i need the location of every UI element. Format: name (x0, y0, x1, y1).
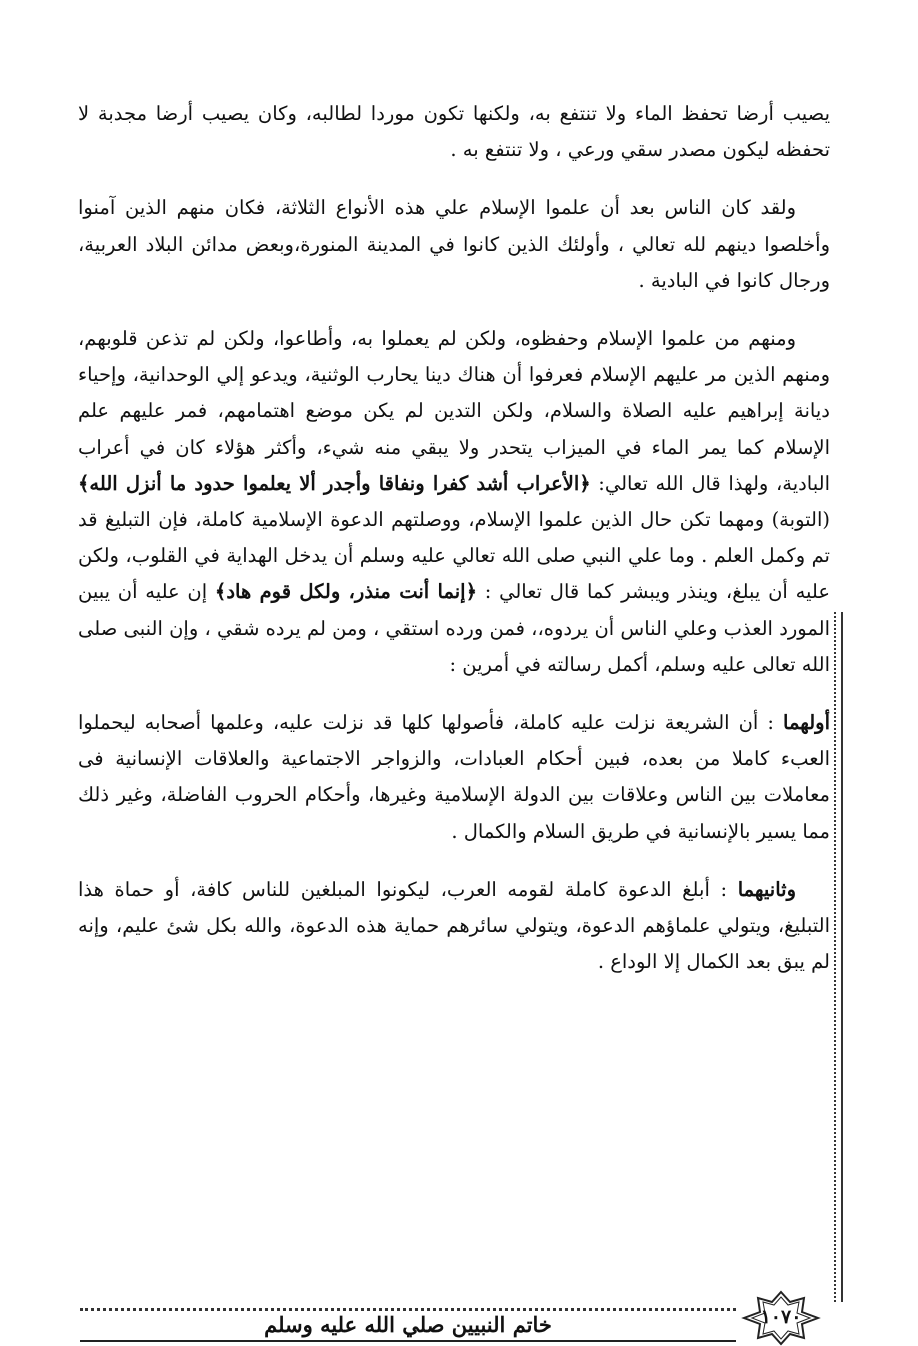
paragraph-4-lead: أولهما (783, 711, 830, 735)
paragraph-1 (78, 96, 830, 168)
paragraph-3-text-b: (التوبة) ومهما تكن حال الذين علموا الإسلام، ووصلتهم الدعوة الإسلامية كاملة، فإن التبليغ قد تم وكمل العلم . وما علي النبي صلى الله تعالي عليه وسلم أن يدخل الهداية في القلوب، ولكن عليه أن يبلغ، وينذر ويبشر كما قال تعالي : (78, 508, 831, 604)
paragraph-4-text: : أن الشريعة نزلت عليه كاملة، فأصولها كلها قد نزلت عليه، وعلمها أصحابه ليحملوا العبء كاملا من بعده، فبين أحكام العبادات، والزواجر الاجتماعية والعلاقات الإنسانية فى معاملات بين الناس وعلاقات بين الدولة الإسلامية وغيرها، وأحكام الحروب الفاضلة، وغير ذلك مما يسير بالإنسانية في طريق السلام والكمال . (78, 711, 830, 843)
footer-rule-top (80, 1308, 736, 1311)
paragraph-5-text: : أبلغ الدعوة كاملة لقومه العرب، ليكونوا المبلغين للناس كافة، أو حماة هذا التبليغ، ويتولي علماؤهم الدعوة، ويتولي سائرهم حماية هذه الدعوة، والله بكل شئ عليم، وإنه لم يبق بعد الكمال إلا الوداع . (78, 877, 830, 974)
paragraph-4 (78, 705, 830, 850)
page-number-ornament (738, 1290, 824, 1346)
paragraph-3-text-a: ومنهم من علموا الإسلام وحفظوه، ولكن لم يعملوا به، وأطاعوا، ولكن لم تذعن قلوبهم، ومنهم الذين مر عليهم الإسلام فعرفوا أن هناك دينا يحارب الوثنية، ويدعو إلي الوحدانية، وإحياء ديانة إبراهيم عليه الصلاة والسلام، ولكن التدين لم يكن موضع اهتمامهم، فمر عليهم علم الإسلام كما يمر الماء في الميزاب يتحدر ولا يبقي منه شيء، وأكثر هؤلاء كان في أعراب البادية، ولهذا قال الله تعالي: (78, 327, 830, 495)
paragraph-3-text-c: إن عليه أن يبين المورد العذب وعلي الناس أن يردوه،، فمن ورده استقي ، ومن لم يرده شقي ، وإن النبى صلى الله تعالى عليه وسلم، أكمل رسالته في أمرين : (78, 580, 830, 676)
running-title: خاتم النبيين صلي الله عليه وسلم (264, 1312, 552, 1337)
paragraph-5 (78, 872, 830, 981)
paragraph-1-text: يصيب أرضا تحفظ الماء ولا تنتفع به، ولكنها تكون موردا لطالبه، وكان يصيب أرضا مجدبة لا تحفظه ليكون مصدر سقي ورعي ، ولا تنتفع به . (78, 102, 830, 162)
side-ornament-rule (834, 612, 843, 1302)
paragraph-3 (78, 321, 830, 683)
footer-rule-bottom (80, 1340, 736, 1342)
paragraph-5-lead: وثانيهما (737, 877, 796, 901)
page-number: ١٠٧٠ (760, 1306, 802, 1328)
quran-quote-2: ﴿إنما أنت منذر، ولكل قوم هاد﴾ (214, 580, 478, 604)
paragraph-2-text: ولقد كان الناس بعد أن علموا الإسلام علي هذه الأنواع الثلاثة، فكان منهم الذين آمنوا وأخلصوا دينهم لله تعالي ، وأولئك الذين كانوا في المدينة المنورة،وبعض مدائن البلاد العربية، ورجال كانوا في البادية . (78, 196, 830, 292)
quran-quote-1: ﴿الأعراب أشد كفرا ونفاقا وأجدر ألا يعلموا حدود ما أنزل الله﴾ (78, 471, 591, 495)
paragraph-2 (78, 190, 830, 299)
body-text (78, 96, 830, 1002)
